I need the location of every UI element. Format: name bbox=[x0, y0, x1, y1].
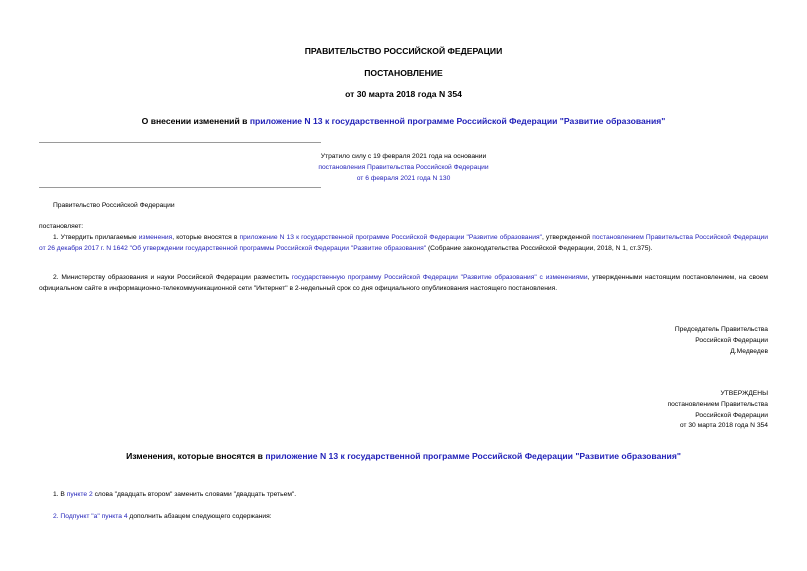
repeal-notice bbox=[0, 152, 807, 184]
change-item-2: 2. Подпункт "а" пункта 4 дополнить абзацем следующего содержания: bbox=[53, 513, 272, 520]
signature-title: Председатель Правительства bbox=[674, 326, 768, 333]
paragraph-2: 2. Министерству образования и науки Российской Федерации разместить государственную программу Российской Федерации "Развитие образования" с изменениями, утвержденными настоящим постановлением, на своем официальном сайте в информационно-телекоммуникационной сети "Интернет" в 2-недельный срок со дня официального опубликования настоящего постановления. bbox=[39, 274, 768, 292]
approved-block: УТВЕРЖДЕНЫ постановлением Правительства Российской Федерации от 30 марта 2018 года N 354 bbox=[667, 390, 768, 430]
paragraph-1: 1. Утвердить прилагаемые изменения, которые вносятся в приложение N 13 к государственной программе Российской Федерации "Развитие образования", утвержденной постановлением Правительства Российской Федерации от 26 декабря 2017 г. N 1642 "Об утверждении государственной программы Российской Федерации "Развитие образования" (Собрание законодательства Российской Федерации, 2018, N 1, ст.375). bbox=[39, 234, 768, 252]
subclause-a-link[interactable]: 2. Подпункт "а" bbox=[53, 513, 100, 520]
appendix-link[interactable]: приложение N 13 к государственной программе Российской Федерации "Развитие образования" bbox=[249, 116, 666, 126]
program-link[interactable]: государственную программу Российской Федерации "Развитие образования" с изменениями bbox=[291, 274, 588, 281]
appendix-link-p1[interactable]: приложение N 13 к государственной программе Российской Федерации "Развитие образования" bbox=[239, 234, 542, 241]
signature-name: Д.Медведев bbox=[730, 347, 768, 355]
signature-block bbox=[675, 325, 768, 357]
signature-country: Российской Федерации bbox=[695, 336, 768, 344]
repeal-decree-link[interactable]: постановления Правительства Российской Федерации bbox=[318, 163, 489, 171]
change-item-1: 1. В пункте 2 слова "двадцать втором" заменить словами "двадцать третьем". bbox=[53, 491, 297, 498]
notice-bottom-rule bbox=[39, 187, 321, 188]
document-type-heading: ПОСТАНОВЛЕНИЕ bbox=[364, 68, 443, 78]
decree-word: постановляет: bbox=[39, 223, 84, 230]
repeal-decree-date-link[interactable]: от 6 февраля 2021 года N 130 bbox=[356, 174, 451, 182]
document-title bbox=[0, 116, 807, 126]
intro-text: Правительство Российской Федерации bbox=[53, 202, 175, 209]
changes-link[interactable]: изменения bbox=[138, 234, 173, 241]
repeal-notice-text: Утратило силу с 19 февраля 2021 года на основании bbox=[320, 153, 487, 160]
appendix-link-changes[interactable]: приложение N 13 к государственной программе Российской Федерации "Развитие образования" bbox=[265, 451, 681, 461]
clause-2-link[interactable]: пункте 2 bbox=[66, 491, 93, 498]
decree-1642-link[interactable]: постановлением Правительства Российской Федерации от 26 декабря 2017 г. N 1642 "Об утверждении государственной программы Российской Федерации "Развитие образования" bbox=[39, 234, 768, 252]
changes-title: Изменения, которые вносятся в приложение N 13 к государственной программе Российской Федерации "Развитие образования" bbox=[126, 451, 681, 461]
approved-heading: УТВЕРЖДЕНЫ bbox=[720, 390, 768, 397]
notice-top-rule bbox=[39, 142, 321, 143]
government-heading: ПРАВИТЕЛЬСТВО РОССИЙСКОЙ ФЕДЕРАЦИИ bbox=[304, 46, 503, 56]
document-title-prefix: О внесении изменений в bbox=[141, 116, 250, 126]
document-date: от 30 марта 2018 года N 354 bbox=[345, 89, 462, 99]
clause-4-link[interactable]: пункта 4 bbox=[101, 513, 128, 520]
